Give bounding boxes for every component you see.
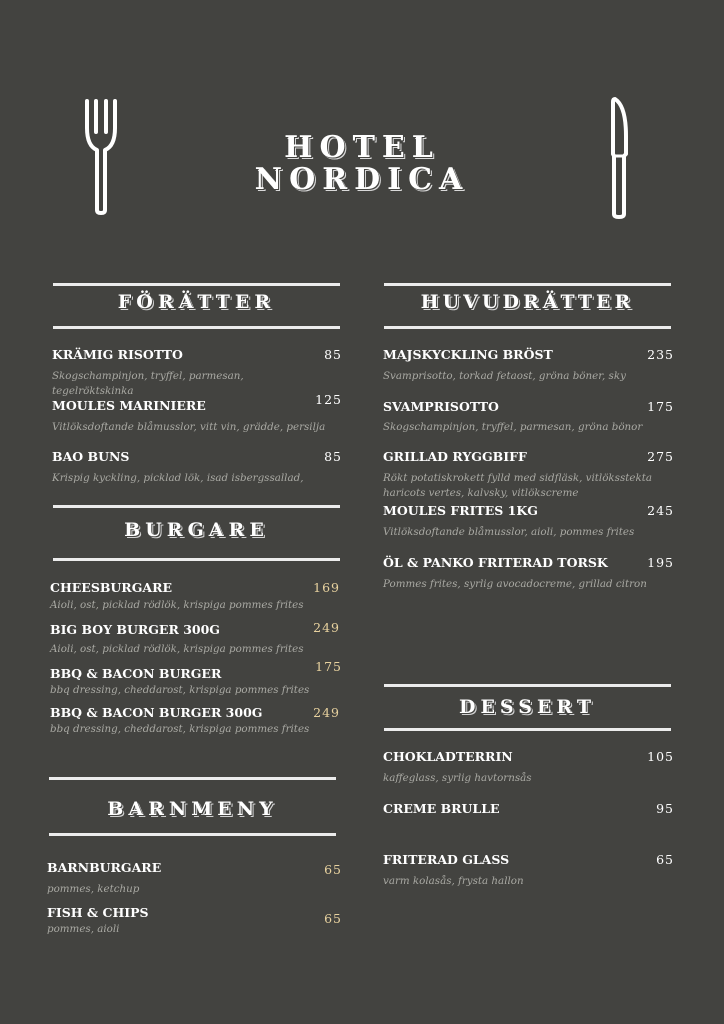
divider [49, 833, 336, 836]
menu-item-name: BIG BOY BURGER 300G [50, 622, 220, 637]
menu-item-name: FRITERAD GLASS [383, 852, 510, 867]
section-title-forratter: FÖRÄTTER [117, 291, 276, 313]
menu-item-name: CHEESBURGARE [50, 580, 172, 595]
divider [384, 684, 671, 687]
hotel-name-line1: HOTEL [284, 130, 440, 165]
menu-item-name: KRÄMIG RISOTTO [52, 347, 183, 362]
menu-item-description: Aioli, ost, picklad rödlök, krispiga pommes frites [50, 599, 304, 611]
divider [49, 777, 336, 780]
menu-item-name: BARNBURGARE [47, 860, 162, 875]
menu-item-price: 65 [324, 862, 342, 877]
menu-item-price: 249 [313, 620, 340, 635]
menu-item-price: 195 [647, 555, 674, 570]
section-title-huvudratter: HUVUDRÄTTER [420, 291, 635, 313]
section-title-barnmeny: BARNMENY [107, 798, 278, 820]
menu-item-name: CREME BRULLE [383, 801, 500, 816]
menu-item-description: Rökt potatiskrokett fylld med sidfläsk, vitlöksstekta haricots vertes, kalvsky, vitlökscreme [383, 472, 652, 499]
menu-item-description: Skogschampinjon, tryffel, parmesan, gröna bönor [383, 421, 643, 433]
menu-item-name: CHOKLADTERRIN [383, 749, 513, 764]
menu-item-price: 169 [313, 580, 340, 595]
divider [53, 505, 340, 508]
menu-item-price: 95 [656, 801, 674, 816]
menu-item-name: MOULES FRITES 1KG [383, 503, 538, 518]
menu-item-price: 235 [647, 347, 674, 362]
divider [384, 326, 671, 329]
menu-item-name: FISH & CHIPS [47, 905, 149, 920]
menu-item-name: BBQ & BACON BURGER 300G [50, 705, 263, 720]
menu-item-name: SVAMPRISOTTO [383, 399, 499, 414]
menu-item-name: MOULES MARINIERE [52, 398, 206, 413]
divider [384, 283, 671, 286]
menu-item-description: bbq dressing, cheddarost, krispiga pommes frites [50, 684, 310, 696]
menu-item-description: pommes, ketchup [47, 883, 140, 895]
menu-item-name: BAO BUNS [52, 449, 130, 464]
menu-item-description: Krispig kyckling, picklad lök, isad isbergssallad, [52, 472, 304, 484]
menu-item-description: varm kolasås, frysta hallon [383, 875, 524, 887]
menu-item-description: Vitlöksdoftande blåmusslor, aioli, pommes frites [383, 526, 635, 538]
menu-item-price: 245 [647, 503, 674, 518]
menu-item-price: 275 [647, 449, 674, 464]
divider [53, 558, 340, 561]
menu-item-description: kaffeglass, syrlig havtornsås [383, 772, 532, 784]
menu-item-name: ÖL & PANKO FRITERAD TORSK [383, 555, 608, 570]
menu-item-description: Aioli, ost, picklad rödlök, krispiga pommes frites [50, 643, 304, 655]
menu-item-price: 65 [656, 852, 674, 867]
menu-item-description: Vitlöksdoftande blåmusslor, vitt vin, grädde, persilja [52, 421, 326, 433]
divider [53, 326, 340, 329]
menu-item-description: Skogschampinjon, tryffel, parmesan, tegelröktskinka [52, 370, 244, 397]
menu-item-price: 105 [647, 749, 674, 764]
section-title-dessert: DESSERT [458, 696, 597, 718]
divider [53, 283, 340, 286]
menu-item-description: Svamprisotto, torkad fetaost, gröna böner, sky [383, 370, 626, 382]
menu-item-price: 85 [324, 347, 342, 362]
menu-item-price: 175 [315, 659, 342, 674]
menu-item-price: 85 [324, 449, 342, 464]
section-title-burgare: BURGARE [124, 519, 269, 541]
menu-item-price: 249 [313, 705, 340, 720]
divider [384, 728, 671, 731]
menu-item-price: 175 [647, 399, 674, 414]
hotel-name-line2: NORDICA [254, 162, 470, 197]
menu-item-price: 65 [324, 911, 342, 926]
menu-item-name: BBQ & BACON BURGER [50, 666, 222, 681]
menu-item-description: bbq dressing, cheddarost, krispiga pommes frites [50, 723, 310, 735]
menu-item-description: pommes, aioli [47, 923, 120, 935]
menu-item-name: MAJSKYCKLING BRÖST [383, 347, 553, 362]
menu-item-price: 125 [315, 392, 342, 407]
menu-item-description: Pommes frites, syrlig avocadocreme, grillad citron [383, 578, 647, 590]
menu-item-name: GRILLAD RYGGBIFF [383, 449, 527, 464]
